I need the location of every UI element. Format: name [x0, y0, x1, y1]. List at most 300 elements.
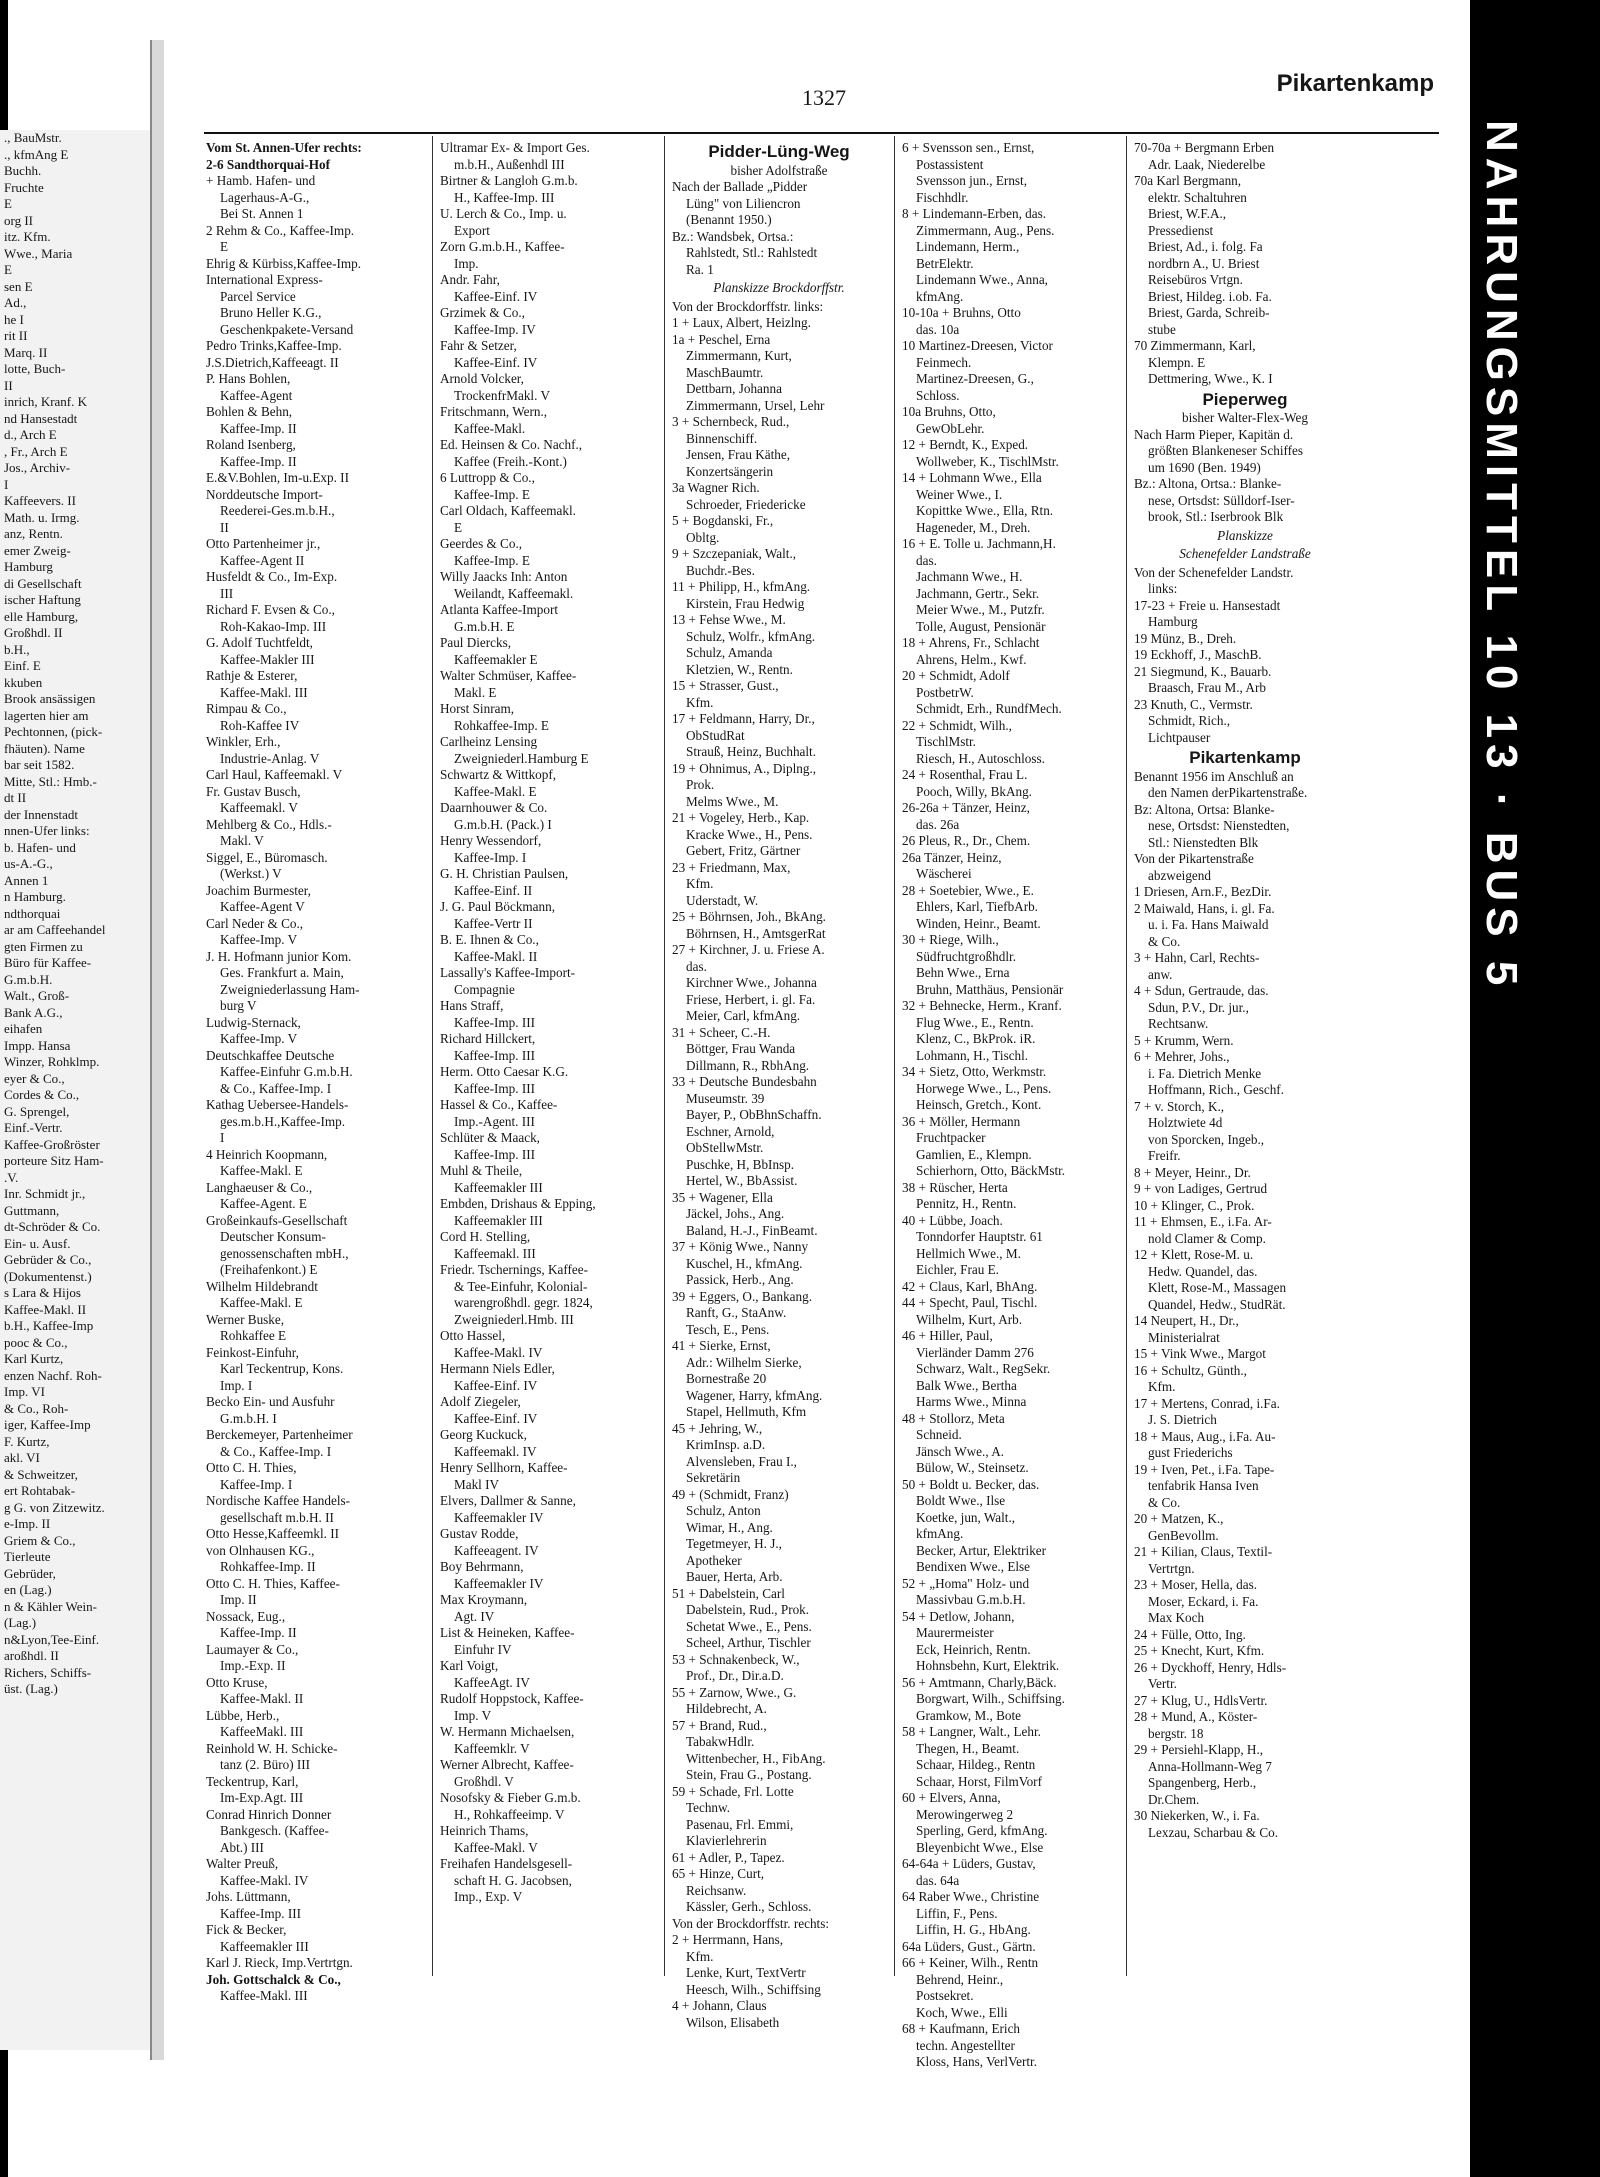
column-2 [440, 140, 654, 1980]
directory-entry: Teckentrup, Karl, [206, 1773, 299, 1789]
directory-entry: Karl J. Rieck, Imp.Vertrtgn. [206, 1955, 353, 1970]
directory-entry: 26-26a + Tänzer, Heinz, [902, 800, 1030, 815]
directory-entry: Stein, Frau G., Postang. [686, 1767, 812, 1782]
directory-entry: Rechtsanw. [1148, 1016, 1209, 1031]
left-page-fragment: Pechtonnen, (pick- [4, 724, 103, 739]
directory-entry: Industrie-Anlag. V [220, 750, 320, 766]
directory-entry: 26a Tänzer, Heinz, [902, 849, 1002, 865]
directory-entry: Kaffee-Imp. II [220, 420, 297, 436]
street-former-name: bisher Adolfstraße [730, 162, 828, 178]
directory-entry: Otto Kruse, [206, 1674, 268, 1690]
directory-entry: 1 + Laux, Albert, Heizlng. [672, 315, 811, 330]
directory-entry: Feinkost-Einfuhr, [206, 1344, 299, 1360]
left-page-fragment: Tierleute [4, 1549, 51, 1564]
left-page-fragment: akl. VI [4, 1450, 40, 1465]
directory-entry: techn. Angestellter [916, 2037, 1015, 2053]
directory-entry: Holztwiete 4d [1148, 1115, 1223, 1130]
directory-entry: Fahr & Setzer, [440, 338, 517, 353]
directory-entry: & Co. [1148, 933, 1181, 949]
directory-entry: H., Rohkaffeeimp. V [454, 1806, 565, 1822]
directory-entry: Rahlstedt, Stl.: Rahlstedt [686, 245, 818, 260]
left-page-fragment: Großhdl. II [4, 625, 63, 640]
street-heading: Pieperweg [1202, 389, 1288, 409]
left-page-fragment: n & Kähler Wein- [4, 1598, 97, 1614]
directory-entry: ObStellwMstr. [686, 1140, 764, 1155]
directory-entry: PostbetrW. [916, 684, 974, 700]
left-page-text-fragments [0, 130, 150, 1698]
directory-entry: 68 + Kaufmann, Erich [902, 2021, 1021, 2036]
directory-entry: Zimmermann, Aug., Pens. [916, 222, 1055, 238]
directory-entry: Sekretärin [686, 1470, 741, 1485]
directory-entry: Nossack, Eug., [206, 1608, 286, 1624]
directory-entry: Kaffeemakler IV [454, 1575, 544, 1591]
directory-entry: 17 + Feldmann, Harry, Dr., [672, 711, 815, 726]
directory-entry: Laumayer & Co., [206, 1641, 299, 1657]
directory-entry: größten Blankeneser Schiffes [1148, 443, 1304, 458]
directory-entry: Anna-Hollmann-Weg 7 [1148, 1758, 1272, 1774]
directory-entry: III [220, 585, 234, 601]
directory-entry: Winden, Heinr., Beamt. [916, 915, 1041, 931]
directory-entry: Schroeder, Friedericke [686, 496, 806, 512]
left-page-fragment: iger, Kaffee-Imp [4, 1417, 91, 1432]
left-page-fragment: Guttmann, [4, 1202, 60, 1218]
directory-entry: 20 + Matzen, K., [1134, 1511, 1224, 1526]
directory-entry: G.m.b.H. (Pack.) I [454, 816, 552, 832]
directory-entry: Binnenschiff. [686, 430, 758, 446]
directory-entry: Herm. Otto Caesar K.G. [440, 1064, 569, 1079]
left-page-fragment: & Schweitzer, [4, 1466, 78, 1482]
directory-entry: Langhaeuser & Co., [206, 1179, 313, 1195]
directory-entry: Grzimek & Co., [440, 305, 525, 320]
directory-entry: 15 + Strasser, Gust., [672, 678, 779, 693]
directory-entry: 20 + Schmidt, Adolf [902, 668, 1010, 683]
left-page-fragment: Impp. Hansa [4, 1037, 71, 1053]
directory-entry: Kaffee-Makl. II [220, 1691, 304, 1706]
directory-entry: Riesch, H., Autoschloss. [916, 750, 1045, 766]
directory-entry: Becker, Artur, Elektriker [916, 1542, 1047, 1558]
directory-entry: Dabelstein, Rud., Prok. [686, 1602, 810, 1617]
directory-entry: Kaffeemakler III [454, 1179, 543, 1195]
directory-entry: 4 + Sdun, Gertraude, das. [1134, 983, 1269, 998]
directory-entry: Klenz, C., BkProk. iR. [916, 1031, 1036, 1046]
directory-entry: TrockenfrMakl. V [454, 387, 550, 403]
directory-entry: tanz (2. Büro) III [220, 1757, 311, 1772]
directory-entry: 52 + „Homa" Holz- und [902, 1575, 1030, 1591]
directory-entry: 65 + Hinze, Curt, [672, 1866, 765, 1881]
directory-entry: 49 + (Schmidt, Franz) [672, 1486, 789, 1502]
directory-entry: Benannt 1956 im Anschluß an [1134, 768, 1294, 784]
directory-entry: Bruno Heller K.G., [220, 305, 322, 320]
directory-entry: Hermann Niels Edler, [440, 1361, 555, 1376]
directory-entry: J. H. Hofmann junior Kom. [206, 948, 352, 964]
directory-entry: Kopittke Wwe., Ella, Rtn. [916, 503, 1054, 518]
left-page-fragment: Annen 1 [4, 872, 49, 888]
directory-entry: Kaffee-Makl. IV [454, 1344, 543, 1360]
directory-entry: 30 Niekerken, W., i. Fa. [1134, 1808, 1260, 1823]
directory-entry: BetrElektr. [916, 255, 974, 271]
directory-entry: Schulz, Wolfr., kfmAng. [686, 628, 816, 644]
directory-entry: Reinhold W. H. Schicke- [206, 1740, 338, 1756]
directory-entry: Briest, W.F.A., [1148, 206, 1227, 221]
directory-entry: Kaffee-Einfuhr G.m.b.H. [220, 1064, 353, 1079]
directory-entry: Winkler, Erh., [206, 734, 281, 749]
directory-entry: (Benannt 1950.) [686, 212, 772, 227]
directory-entry: Arnold Volcker, [440, 371, 524, 386]
left-page-fragment: org II [4, 212, 34, 228]
left-page-fragment: eyer & Co., [4, 1070, 65, 1086]
directory-entry: Ranft, G., StaAnw. [686, 1305, 787, 1320]
left-page-fragment: s Lara & Hijos [4, 1285, 81, 1300]
directory-entry: 5 + Krumm, Wern. [1134, 1032, 1234, 1048]
left-page-fragment: II [4, 377, 13, 393]
directory-entry: Kaffee-Imp. III [220, 1905, 302, 1921]
directory-entry: 11 + Philipp, H., kfmAng. [672, 579, 811, 594]
directory-entry: Kaffee-Imp. IV [454, 321, 536, 337]
directory-entry: Großeinkaufs-Gesellschaft [206, 1212, 348, 1228]
directory-entry: Imp. [454, 255, 479, 271]
directory-entry: u. i. Fa. Hans Maiwald [1148, 917, 1269, 932]
directory-entry: Kaffee-Makl. [454, 420, 526, 436]
directory-entry: Lassally's Kaffee-Import- [440, 965, 576, 980]
directory-entry: Makl IV [454, 1476, 500, 1492]
directory-entry: Conrad Hinrich Donner [206, 1806, 332, 1822]
directory-entry: J. S. Dietrich [1148, 1412, 1217, 1427]
directory-entry: Bleyenbicht Wwe., Else [916, 1839, 1044, 1855]
directory-entry: 54 + Detlow, Johann, [902, 1608, 1015, 1624]
directory-entry: Kathag Uebersee-Handels- [206, 1097, 349, 1112]
directory-entry: schaft H. G. Jacobsen, [454, 1872, 572, 1888]
directory-entry: Walter Preuß, [206, 1856, 279, 1871]
directory-entry: Horwege Wwe., L., Pens. [916, 1080, 1052, 1096]
directory-entry: Lichtpauser [1148, 729, 1211, 745]
directory-entry: 28 + Soetebier, Wwe., E. [902, 882, 1034, 898]
directory-entry: Richard F. Evsen & Co., [206, 602, 335, 617]
directory-entry: 59 + Schade, Frl. Lotte [672, 1783, 794, 1799]
directory-entry: Kaffee-Imp. V [220, 932, 298, 947]
directory-entry: Muhl & Theile, [440, 1163, 523, 1178]
directory-entry: Kaffee-Makl. E [454, 783, 537, 799]
directory-entry: Geschenkpakete-Versand [220, 321, 354, 337]
directory-entry: Klempn. E [1148, 354, 1206, 370]
directory-entry: Alvensleben, Frau I., [686, 1453, 797, 1469]
directory-entry: 1 Driesen, Arn.F., BezDir. [1134, 884, 1272, 899]
directory-entry: von Olnhausen KG., [206, 1542, 315, 1558]
left-page-fragment: en (Lag.) [4, 1582, 52, 1597]
directory-entry: 2 Maiwald, Hans, i. gl. Fa. [1134, 900, 1275, 916]
directory-entry: Kaffee-Agent [220, 387, 293, 403]
directory-entry: Bohlen & Behn, [206, 404, 293, 419]
directory-entry: E [220, 239, 229, 254]
directory-entry: Vierländer Damm 276 [916, 1344, 1034, 1360]
left-page-fragment: Richers, Schiffs- [4, 1664, 92, 1680]
left-page-fragment: ischer Haftung [4, 592, 81, 607]
directory-entry: J.S.Dietrich,Kaffeeagt. II [206, 354, 339, 370]
directory-entry: Willy Jaacks Inh: Anton [440, 569, 568, 584]
directory-entry: 11 + Ehmsen, E., i.Fa. Ar- [1134, 1214, 1272, 1229]
left-page-fragment: Kaffeevers. II [4, 493, 76, 508]
directory-entry: 2 Rehm & Co., Kaffee-Imp. [206, 222, 355, 238]
left-page-fragment: Brook ansässigen [4, 691, 96, 706]
directory-entry: Hamburg [1148, 614, 1198, 629]
directory-entry: Maurermeister [916, 1625, 994, 1640]
left-page-fragment: us-A.-G., [4, 856, 53, 871]
left-page-fragment: kkuben [4, 674, 43, 690]
directory-entry: & Co., Kaffee-Imp. I [220, 1443, 332, 1459]
directory-entry: 46 + Hiller, Paul, [902, 1328, 993, 1343]
column-divider [664, 136, 665, 1976]
left-page-fragment: n Hamburg. [4, 889, 66, 904]
directory-entry: Ministerialrat [1148, 1329, 1220, 1345]
left-page-fragment: Jos., Archiv- [4, 460, 71, 475]
directory-entry: Carl Neder & Co., [206, 915, 304, 931]
directory-entry: Lübbe, Herb., [206, 1707, 280, 1723]
left-page-fragment: gten Firmen zu [4, 938, 83, 954]
directory-entry: 6 Luttropp & Co., [440, 470, 535, 485]
directory-entry: 42 + Claus, Karl, BhAng. [902, 1278, 1038, 1294]
directory-entry: Obltg. [686, 529, 720, 545]
directory-entry: Kaffee-Agent II [220, 552, 305, 568]
directory-entry: Svensson jun., Ernst, [916, 173, 1027, 188]
directory-entry: 38 + Rüscher, Herta [902, 1179, 1008, 1195]
directory-entry: Elvers, Dallmer & Sanne, [440, 1493, 576, 1508]
column-divider [432, 136, 433, 1976]
directory-entry: Lüng" von Liliencron [686, 195, 801, 211]
directory-entry: Kloss, Hans, VerlVertr. [916, 2054, 1037, 2069]
directory-entry: warengroßhdl. gegr. 1824, [454, 1295, 593, 1310]
directory-entry: Fick & Becker, [206, 1922, 287, 1937]
directory-entry: KrimInsp. a.D. [686, 1437, 766, 1452]
directory-entry: 3 + Hahn, Carl, Rechts- [1134, 950, 1260, 965]
directory-entry: Parcel Service [220, 288, 296, 304]
directory-entry: 8 + Lindemann-Erben, das. [902, 206, 1047, 221]
directory-entry: 3a Wagner Rich. [672, 480, 760, 495]
directory-entry: 58 + Langner, Walt., Lehr. [902, 1724, 1041, 1739]
left-page-fragment: di Gesellschaft [4, 575, 82, 591]
scan-border-right [1470, 0, 1600, 2177]
directory-entry: Behrend, Heinr., [916, 1971, 1004, 1987]
running-head: Pikartenkamp [1276, 70, 1434, 97]
directory-entry: Kfm. [686, 694, 714, 710]
directory-entry: das. [686, 958, 707, 974]
directory-entry: Jensen, Frau Käthe, [686, 447, 791, 462]
directory-entry: 12 + Klett, Rose-M. u. [1134, 1247, 1254, 1262]
left-page-fragment: der Innenstadt [4, 806, 79, 822]
column-1 [206, 140, 420, 2003]
directory-entry: Balk Wwe., Bertha [916, 1377, 1017, 1393]
directory-entry: Massivbau G.m.b.H. [916, 1592, 1026, 1607]
directory-entry: Henry Wessendorf, [440, 833, 542, 848]
directory-entry: Dettbarn, Johanna [686, 381, 782, 396]
left-page-fragment: Kaffee-Großröster [4, 1136, 100, 1152]
directory-entry: anw. [1148, 966, 1173, 982]
directory-entry: Freihafen Handelsgesell- [440, 1856, 573, 1871]
directory-entry: Lohmann, H., Tischl. [916, 1047, 1029, 1063]
directory-entry: Lindemann Wwe., Anna, [916, 272, 1048, 287]
directory-entry: 21 Siegmund, K., Bauarb. [1134, 663, 1272, 679]
directory-entry: Otto Partenheimer jr., [206, 536, 321, 551]
directory-entry: 25 + Knecht, Kurt, Kfm. [1134, 1643, 1265, 1658]
directory-entry: Lexzau, Scharbau & Co. [1148, 1824, 1279, 1840]
left-page-fragment: G.m.b.H. [4, 971, 53, 987]
directory-entry: Mehlberg & Co., Hdls.- [206, 816, 332, 832]
directory-entry: Puschke, H, BbInsp. [686, 1156, 795, 1172]
left-page-fragment: F. Kurtz, [4, 1433, 50, 1449]
directory-entry: Spangenberg, Herb., [1148, 1775, 1257, 1790]
directory-entry: Ahrens, Helm., Kwf. [916, 651, 1027, 667]
directory-entry: Berckemeyer, Partenheimer [206, 1427, 353, 1442]
left-page-fragment: ar am Caffeehandel [4, 922, 106, 937]
directory-entry: Zweigniederl.Hamburg E [454, 750, 589, 766]
directory-entry: 39 + Eggers, O., Bankang. [672, 1288, 813, 1304]
directory-entry: 6 + Svensson sen., Ernst, [902, 140, 1035, 155]
directory-entry: Hans Straff, [440, 998, 504, 1013]
directory-entry: burg V [220, 998, 257, 1013]
left-page-fragment: Einf. E [4, 658, 41, 673]
directory-entry: Kaffee-Makl. IV [220, 1872, 309, 1888]
directory-entry: Wimar, H., Ang. [686, 1519, 773, 1535]
directory-entry: 19 Eckhoff, J., MaschB. [1134, 647, 1262, 662]
directory-entry: Technw. [686, 1800, 730, 1815]
directory-entry: Agt. IV [454, 1608, 495, 1624]
directory-entry: Schneid. [916, 1427, 962, 1442]
directory-entry: Bendixen Wwe., Else [916, 1559, 1031, 1574]
directory-entry: & Co. [1148, 1494, 1181, 1510]
directory-entry: Hedw. Quandel, das. [1148, 1263, 1258, 1279]
directory-entry: Heinrich Thams, [440, 1823, 529, 1838]
adjacent-left-page [0, 130, 150, 2050]
directory-entry: Hohnsbehn, Kurt, Elektrik. [916, 1658, 1060, 1673]
left-page-fragment: porteure Sitz Ham- [4, 1153, 104, 1168]
directory-page [164, 40, 1470, 2069]
directory-entry: Wagener, Harry, kfmAng. [686, 1387, 823, 1403]
directory-entry: Lindemann, Herm., [916, 239, 1020, 254]
directory-entry: Kaffeemakler III [220, 1938, 309, 1954]
directory-entry: 40 + Lübbe, Joach. [902, 1212, 1003, 1228]
directory-entry: Passick, Herb., Ang. [686, 1272, 794, 1287]
left-page-fragment: n&Lyon,Tee-Einf. [4, 1631, 100, 1647]
directory-entry: Max Koch [1148, 1610, 1205, 1625]
directory-entry: Pedro Trinks,Kaffee-Imp. [206, 338, 342, 353]
directory-entry: Weiner Wwe., I. [916, 486, 1003, 502]
directory-entry: Reederei-Ges.m.b.H., [220, 503, 335, 518]
directory-entry: links: [1148, 581, 1178, 596]
directory-entry: Gramkow, M., Bote [916, 1707, 1021, 1723]
directory-entry: Georg Kuckuck, [440, 1427, 527, 1442]
left-page-fragment: ert Rohtabak- [4, 1483, 76, 1498]
directory-entry: Kaffee-Imp. I [454, 849, 527, 865]
directory-entry: Wilhelm, Kurt, Arb. [916, 1311, 1023, 1327]
column-4 [902, 140, 1116, 2069]
directory-entry: Norddeutsche Import- [206, 486, 323, 502]
directory-entry: Makl. E [454, 684, 497, 700]
directory-entry: Vertrtgn. [1148, 1560, 1195, 1576]
left-page-fragment: Gebrüder & Co., [4, 1252, 92, 1267]
directory-entry: 24 + Fülle, Otto, Ing. [1134, 1626, 1246, 1642]
directory-entry: Gamlien, E., Klempn. [916, 1146, 1032, 1162]
directory-entry: Bei St. Annen 1 [220, 206, 304, 221]
directory-entry: 2 + Herrmann, Hans, [672, 1932, 784, 1947]
directory-entry: Wilhelm Hildebrandt [206, 1278, 318, 1294]
directory-entry: Tesch, E., Pens. [686, 1321, 770, 1337]
left-page-fragment: g G. von Zitzewitz. [4, 1499, 105, 1515]
directory-entry: Dettmering, Wwe., K. I [1148, 371, 1273, 386]
directory-entry: 6 + Mehrer, Johs., [1134, 1049, 1230, 1064]
directory-entry: Scheel, Arthur, Tischler [686, 1635, 811, 1650]
directory-entry: Becko Ein- und Ausfuhr [206, 1394, 335, 1409]
directory-entry: 33 + Deutsche Bundesbahn [672, 1074, 817, 1089]
directory-entry: I [220, 1130, 225, 1145]
directory-entry: Fritschmann, Wern., [440, 404, 548, 419]
edge-label-strip [1478, 120, 1538, 1820]
directory-entry: Kaffee-Imp. E [454, 486, 530, 502]
left-page-fragment: he I [4, 311, 24, 327]
directory-entry: Konzertsängerin [686, 463, 774, 479]
directory-entry: Kaffee-Makl. E [220, 1163, 303, 1178]
directory-entry: Braasch, Frau M., Arb [1148, 680, 1266, 695]
directory-entry: 45 + Jehring, W., [672, 1420, 763, 1436]
directory-entry: Dillmann, R., RbhAng. [686, 1057, 810, 1073]
directory-entry: Melms Wwe., M. [686, 793, 779, 809]
directory-entry: Prok. [686, 777, 715, 792]
directory-entry: 22 + Schmidt, Wilh., [902, 717, 1012, 733]
directory-entry: 35 + Wagener, Ella [672, 1189, 773, 1205]
directory-entry: Rohkaffee-Imp. II [220, 1559, 316, 1574]
directory-entry: Schwartz & Wittkopf, [440, 767, 557, 782]
left-page-fragment: b.H., Kaffee-Imp [4, 1318, 94, 1333]
directory-entry: Stapel, Hellmuth, Kfm [686, 1404, 807, 1419]
directory-entry: Kaffee-Einf. IV [454, 288, 538, 304]
directory-entry: 9 + Szczepaniak, Walt., [672, 546, 797, 561]
directory-entry: Kaffeemklr. V [454, 1740, 530, 1756]
header-rule [204, 132, 1439, 134]
directory-entry: Kaffee-Vertr II [454, 915, 533, 931]
directory-entry: 25 + Böhrnsen, Joh., BkAng. [672, 909, 826, 924]
directory-entry: 14 + Lohmann Wwe., Ella [902, 470, 1042, 485]
directory-entry: Rathje & Esterer, [206, 668, 298, 683]
directory-entry: Roh-Kakao-Imp. III [220, 618, 327, 634]
directory-entry: Baland, H.-J., FinBeamt. [686, 1222, 818, 1238]
directory-entry: Carlheinz Lensing [440, 734, 538, 749]
left-page-fragment: .V. [4, 1169, 19, 1185]
directory-entry: Bz: Altona, Ortsa: Blanke- [1134, 801, 1275, 817]
directory-entry: 51 + Dabelstein, Carl [672, 1585, 785, 1601]
directory-entry: Kaffee-Agent V [220, 899, 305, 914]
directory-entry: Schmidt, Rich., [1148, 713, 1231, 728]
left-page-fragment: dt II [4, 790, 27, 805]
directory-entry: Kaffee-Imp. III [454, 1146, 536, 1162]
directory-entry: Pooch, Willy, BkAng. [916, 783, 1032, 799]
directory-entry: Schmidt, Erh., RundfMech. [916, 701, 1062, 716]
directory-entry: Buchdr.-Bes. [686, 562, 755, 578]
directory-entry: 55 + Zarnow, Wwe., G. [672, 1684, 797, 1700]
edge-label-text: NAHRUNGSMITTEL 10 13 · BUS 5 [1477, 120, 1526, 992]
directory-entry: Kaffeemakler IV [454, 1509, 544, 1525]
directory-entry: Prof., Dr., Dir.a.D. [686, 1668, 784, 1683]
directory-entry: 16 + Schultz, Günth., [1134, 1362, 1247, 1378]
left-page-fragment: Mitte, Stl.: Hmb.- [4, 773, 97, 789]
left-page-fragment: inrich, Kranf. K [4, 394, 88, 409]
directory-entry: 48 + Stollorz, Meta [902, 1410, 1005, 1426]
directory-entry: Von der Brockdorffstr. rechts: [672, 1915, 829, 1931]
left-page-fragment: emer Zweig- [4, 542, 71, 558]
left-page-fragment: eihafen [4, 1021, 43, 1036]
directory-entry: Schloss. [916, 387, 960, 403]
directory-entry: Makl. V [220, 833, 264, 848]
directory-entry: Andr. Fahr, [440, 272, 500, 287]
directory-entry: ObStudRat [686, 727, 745, 743]
directory-entry: Reisebüros Vrtgn. [1148, 272, 1243, 287]
directory-entry: Dr.Chem. [1148, 1791, 1200, 1807]
